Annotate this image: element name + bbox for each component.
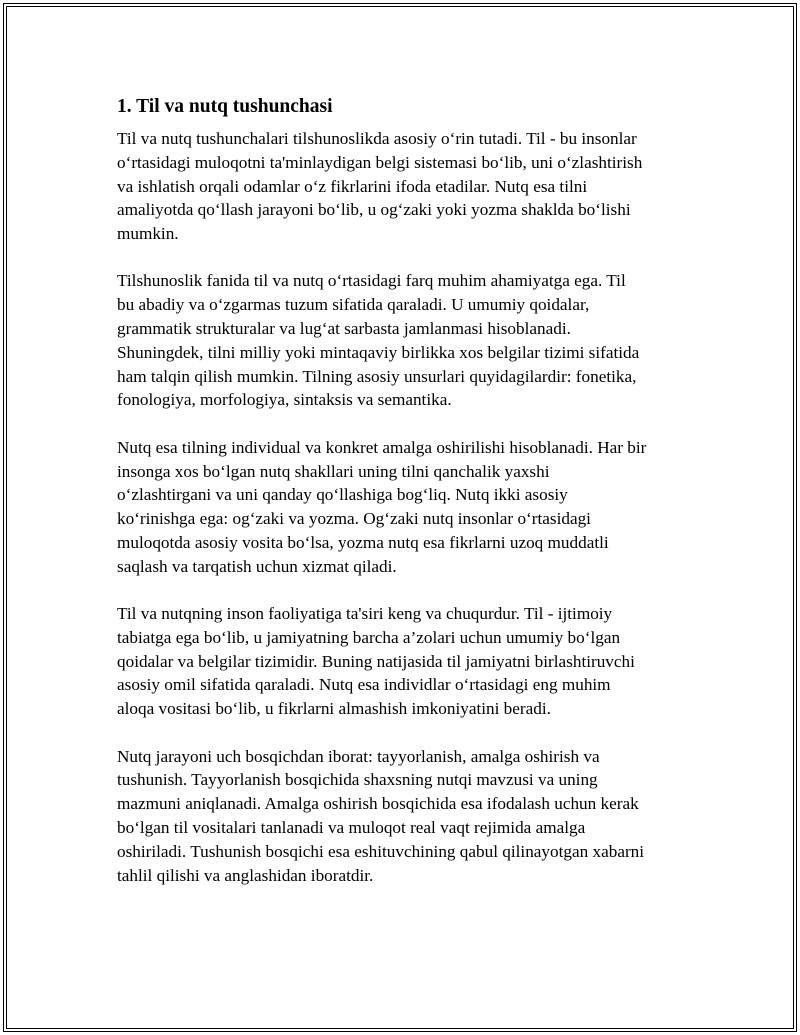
document-body: [117, 94, 692, 911]
text-line: tahlil qilishi va anglashidan iboratdir.: [117, 865, 374, 885]
text-line: tushunish. Tayyorlanish bosqichida shaxsning nutqi mavzusi va uning: [117, 770, 598, 790]
text-line: asosiy omil sifatida qaraladi. Nutq esa individlar o‘rtasidagi eng muhim: [117, 675, 611, 695]
text-line: o‘rtasidagi muloqotni ta'minlaydigan belgi sistemasi bo‘lib, uni o‘zlashtirish: [117, 152, 643, 172]
text-line: bo‘lgan til vositalari tanlanadi va muloqot real vaqt rejimida amalga: [117, 817, 586, 837]
text-line: ko‘rinishga ega: og‘zaki va yozma. Og‘zaki nutq insonlar o‘rtasidagi: [117, 509, 591, 529]
text-line: qoidalar va belgilar tizimidir. Buning natijasida til jamiyatni birlashtiruvchi: [117, 651, 635, 671]
text-line: amaliyotda qo‘llash jarayoni bo‘lib, u og‘zaki yoki yozma shaklda bo‘lishi: [117, 200, 631, 220]
text-line: insonga xos bo‘lgan nutq shakllari uning tilni qanchalik yaxshi: [117, 461, 550, 481]
text-line: Til va nutqning inson faoliyatiga ta'siri keng va chuqurdur. Til - ijtimoiy: [117, 604, 613, 624]
section-heading: 1. Til va nutq tushunchasi: [117, 96, 333, 117]
text-line: muloqotda asosiy vosita bo‘lsa, yozma nutq esa fikrlarni uzoq muddatli: [117, 532, 609, 552]
paragraph-2: [117, 269, 692, 412]
text-line: mazmuni aniqlanadi. Amalga oshirish bosqichida esa ifodalash uchun kerak: [117, 794, 639, 814]
text-line: Nutq jarayoni uch bosqichdan iborat: tayyorlanish, amalga oshirish va: [117, 746, 600, 766]
text-line: tabiatga ega bo‘lib, u jamiyatning barcha a’zolari uchun umumiy bo‘lgan: [117, 627, 621, 647]
text-line: Til va nutq tushunchalari tilshunoslikda asosiy o‘rin tutadi. Til - bu insonlar: [117, 129, 637, 148]
text-line: bu abadiy va o‘zgarmas tuzum sifatida qaraladi. U umumiy qoidalar,: [117, 295, 590, 315]
text-line: va ishlatish orqali odamlar o‘z fikrlarini ifoda etadilar. Nutq esa tilni: [117, 176, 588, 196]
text-line: aloqa vositasi bo‘lib, u fikrlarni almashish imkoniyatini beradi.: [117, 699, 551, 719]
text-line: mumkin.: [117, 224, 179, 244]
paragraph-1: [117, 127, 692, 246]
text-line: Shuningdek, tilni milliy yoki mintaqaviy birlikka xos belgilar tizimi sifatida: [117, 342, 640, 362]
text-line: grammatik strukturalar va lug‘at sarbasta jamlanmasi hisoblanadi.: [117, 319, 571, 339]
text-line: saqlash va tarqatish uchun xizmat qiladi.: [117, 556, 397, 576]
paragraph-3: [117, 436, 692, 579]
text-line: oshiriladi. Tushunish bosqichi esa eshituvchining qabul qilinayotgan xabarni: [117, 841, 645, 861]
paragraph-4: [117, 602, 692, 721]
text-line: ham talqin qilish mumkin. Tilning asosiy unsurlari quyidagilardir: fonetika,: [117, 366, 637, 386]
text-line: Tilshunoslik fanida til va nutq o‘rtasidagi farq muhim ahamiyatga ega. Til: [117, 271, 626, 291]
text-line: o‘zlashtirgani va uni qanday qo‘llashiga bog‘liq. Nutq ikki asosiy: [117, 485, 568, 505]
paragraph-5: [117, 745, 692, 888]
text-line: Nutq esa tilning individual va konkret amalga oshirilishi hisoblanadi. Har bir: [117, 437, 647, 457]
text-line: fonologiya, morfologiya, sintaksis va semantika.: [117, 390, 452, 410]
